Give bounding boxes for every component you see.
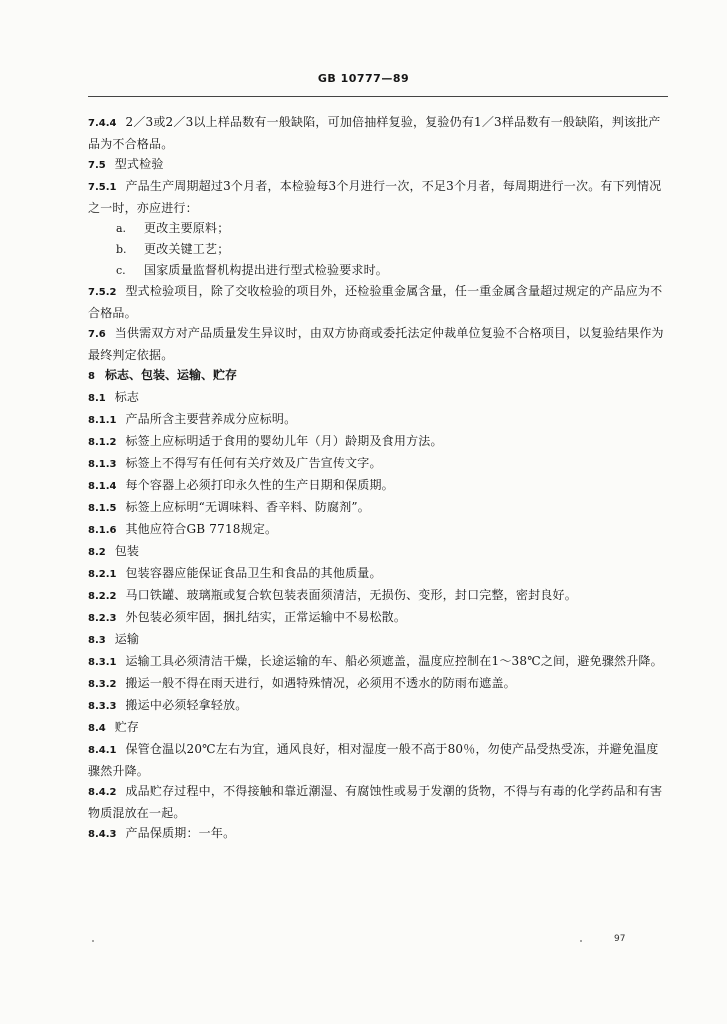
clause-text: 当供需双方对产品质量发生异议时，由双方协商或委托法定仲裁单位复验不合格项目，以复验结果作为最终判定依据。 (88, 326, 664, 362)
clause-text: 产品所含主要营养成分应标明。 (125, 412, 297, 426)
list-marker: a. (116, 222, 127, 235)
page-number: 97 (614, 934, 626, 944)
list-item-b (88, 239, 670, 260)
section-title-text: 标志、包装、运输、贮存 (104, 368, 237, 382)
clause-number: 8.1.3 (88, 459, 117, 470)
list-item-c (88, 260, 670, 281)
clause-text: 运输工具必须清洁干燥，长途运输的车、船必须遮盖，温度应控制在1～38℃之间，避免骤然升降。 (125, 654, 663, 668)
clause-8-4-1 (88, 739, 670, 781)
clause-text: 包装容器应能保证食品卫生和食品的其他质量。 (125, 566, 382, 580)
page-content (88, 112, 670, 845)
clause-text: 型式检验项目，除了交收检验的项目外，还检验重金属含量，任一重金属含量超过规定的产品应为不合格品。 (88, 284, 663, 320)
clause-number: 8.3.1 (88, 657, 117, 668)
clause-text: 型式检验 (114, 157, 164, 171)
clause-text: 每个容器上必须打印永久性的生产日期和保质期。 (125, 478, 394, 492)
clause-number: 8.2.3 (88, 613, 117, 624)
clause-8-2-3 (88, 607, 670, 629)
clause-8-1-4 (88, 475, 670, 497)
scan-speck (92, 940, 94, 942)
clause-number: 8.1.5 (88, 503, 117, 514)
clause-8-2-2 (88, 585, 670, 607)
clause-number: 7.4.4 (88, 118, 117, 129)
section-8-title (88, 365, 670, 387)
clause-8-3-3 (88, 695, 670, 717)
clause-8-4-3 (88, 823, 670, 845)
clause-7-5 (88, 154, 670, 176)
list-text: 国家质量监督机构提出进行型式检验要求时。 (144, 263, 389, 277)
clause-text: 贮存 (114, 720, 140, 734)
clause-7-5-2 (88, 281, 670, 323)
clause-text: 产品生产周期超过3个月者，本检验每3个月进行一次，不足3个月者，每周期进行一次。有下列情况之一时，亦应进行： (88, 179, 662, 215)
clause-number: 7.5 (88, 160, 106, 171)
clause-number: 8.1.6 (88, 525, 117, 536)
clause-text: 成品贮存过程中，不得接触和靠近潮湿、有腐蚀性或易于发潮的货物，不得与有毒的化学药品和有害物质混放在一起。 (88, 784, 663, 820)
clause-number: 8.2 (88, 547, 106, 558)
clause-number: 8.1 (88, 393, 106, 404)
clause-text: 标签上不得写有任何有关疗效及广告宣传文字。 (125, 456, 382, 470)
clause-text: 搬运一般不得在雨天进行，如遇特殊情况，必须用不透水的防雨布遮盖。 (125, 676, 516, 690)
clause-number: 8.3.2 (88, 679, 117, 690)
clause-number: 8.4.2 (88, 787, 117, 798)
page-header: GB 10777—89 (317, 72, 410, 85)
clause-text: 标志 (114, 390, 140, 404)
clause-8-3-1 (88, 651, 670, 673)
clause-number: 7.6 (88, 329, 106, 340)
clause-7-5-1 (88, 176, 670, 218)
section-8-list (88, 387, 670, 845)
clause-8-3-2 (88, 673, 670, 695)
clause-text: 产品保质期：一年。 (125, 826, 236, 840)
clause-text: 搬运中必须轻拿轻放。 (125, 698, 248, 712)
clause-8-4-2 (88, 781, 670, 823)
section-number: 8 (88, 371, 95, 382)
clause-text: 外包装必须牢固，捆扎结实，正常运输中不易松散。 (125, 610, 407, 624)
clause-8-4 (88, 717, 670, 739)
clause-text: 运输 (114, 632, 140, 646)
clause-7-6 (88, 323, 670, 365)
clause-8-1-1 (88, 409, 670, 431)
clause-text: 包装 (114, 544, 140, 558)
clause-8-1 (88, 387, 670, 409)
header-rule (88, 96, 668, 97)
clause-number: 7.5.1 (88, 182, 117, 193)
clause-number: 8.3 (88, 635, 106, 646)
clause-8-1-2 (88, 431, 670, 453)
clause-7-4-4 (88, 112, 670, 154)
clause-text: 马口铁罐、玻璃瓶或复合软包装表面须清洁，无损伤、变形，封口完整，密封良好。 (125, 588, 577, 602)
list-text: 更改主要原料； (144, 221, 230, 235)
clause-number: 8.3.3 (88, 701, 117, 712)
clause-text: 保管仓温以20℃左右为宜，通风良好，相对湿度一般不高于80％，勿使产品受热受冻，并避免温度骤然升降。 (88, 742, 659, 778)
clause-number: 8.1.4 (88, 481, 117, 492)
clause-text: 2／3或2／3以上样品数有一般缺陷，可加倍抽样复验，复验仍有1／3样品数有一般缺陷，判该批产品为不合格品。 (88, 115, 661, 151)
clause-8-1-5 (88, 497, 670, 519)
clause-number: 8.4.3 (88, 829, 117, 840)
list-marker: b. (116, 243, 127, 256)
clause-number: 8.2.2 (88, 591, 117, 602)
clause-8-3 (88, 629, 670, 651)
list-marker: c. (116, 264, 126, 277)
clause-8-2 (88, 541, 670, 563)
list-item-a (88, 218, 670, 239)
clause-8-1-3 (88, 453, 670, 475)
clause-number: 8.4 (88, 723, 106, 734)
scan-speck (580, 940, 582, 942)
clause-number: 7.5.2 (88, 287, 117, 298)
clause-number: 8.1.1 (88, 415, 117, 426)
list-text: 更改关键工艺； (144, 242, 230, 256)
clause-text: 其他应符合GB 7718规定。 (125, 522, 278, 536)
clause-number: 8.2.1 (88, 569, 117, 580)
clause-number: 8.1.2 (88, 437, 117, 448)
clause-number: 8.4.1 (88, 745, 117, 756)
clause-text: 标签上应标明适于食用的婴幼儿年（月）龄期及食用方法。 (125, 434, 443, 448)
clause-text: 标签上应标明“无调味料、香辛料、防腐剂”。 (125, 500, 370, 514)
clause-8-2-1 (88, 563, 670, 585)
clause-8-1-6 (88, 519, 670, 541)
